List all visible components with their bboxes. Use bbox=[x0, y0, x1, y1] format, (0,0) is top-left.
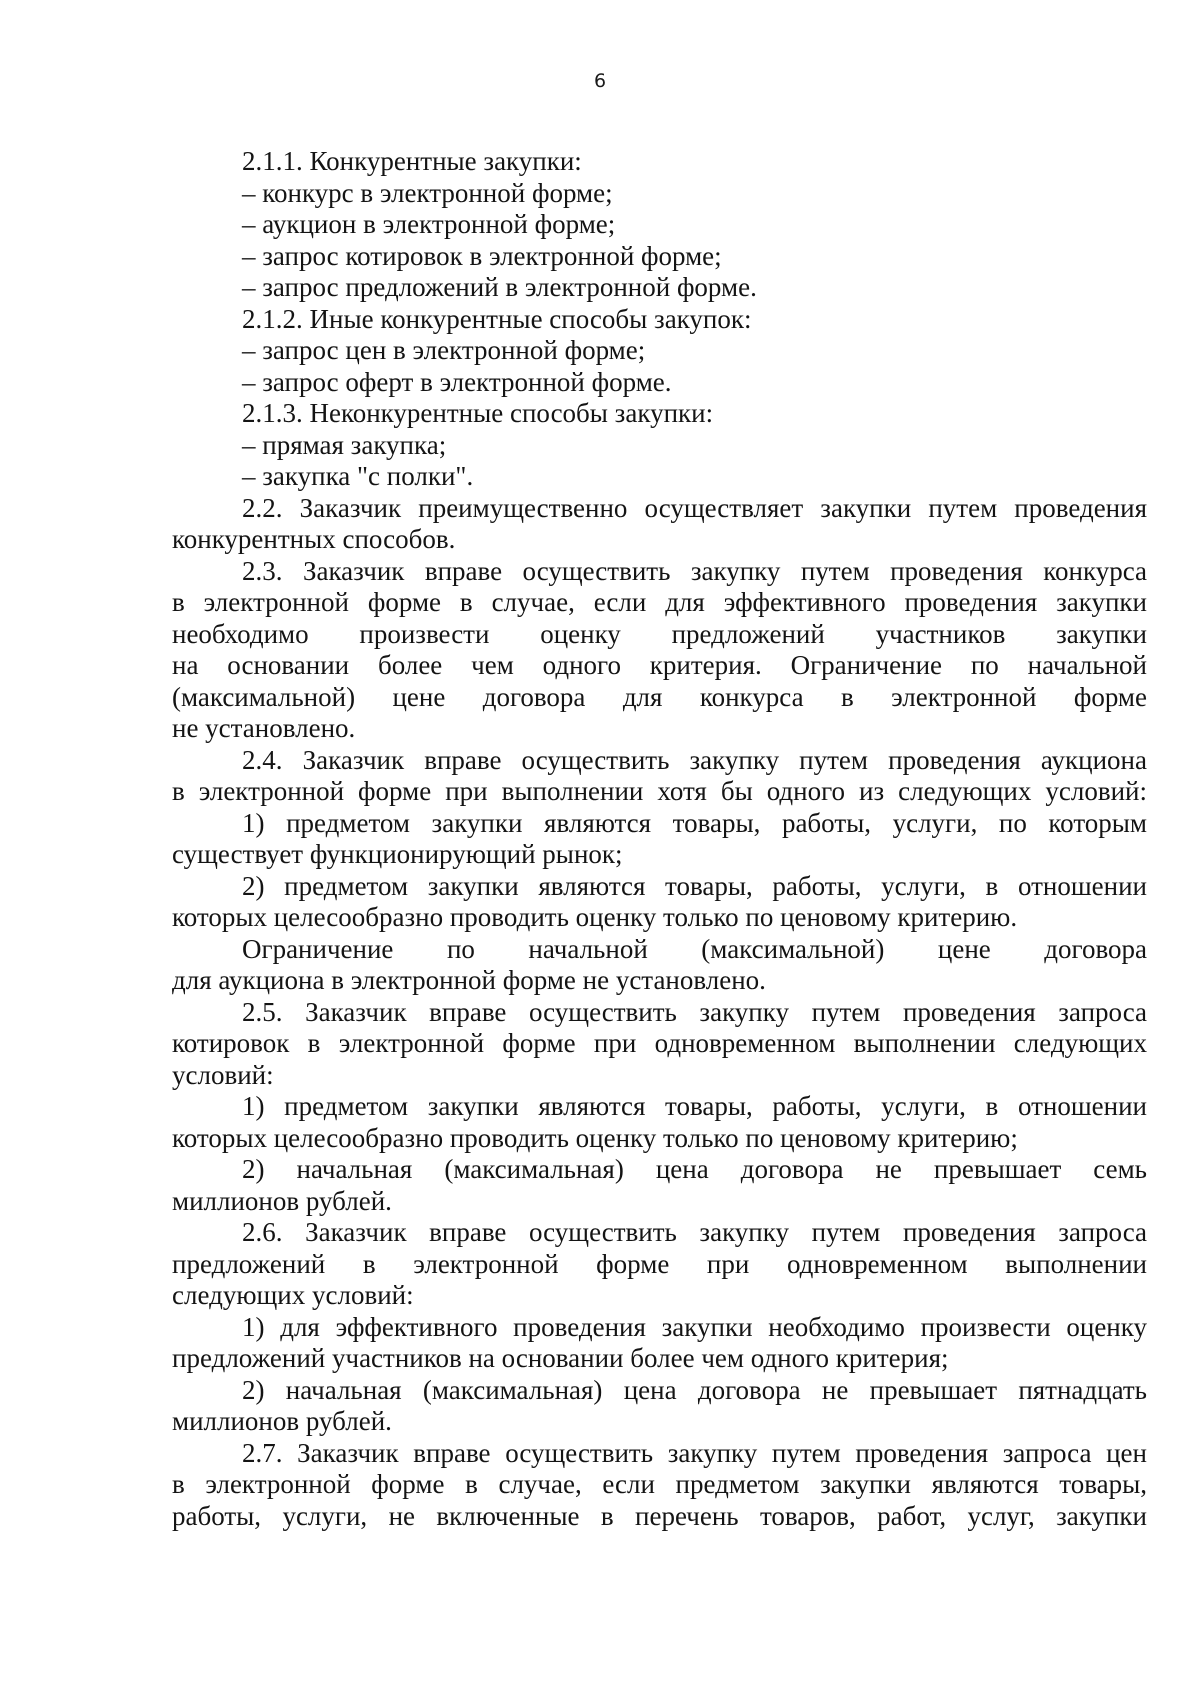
text-line: которых целесообразно проводить оценку только по ценовому критерию. bbox=[172, 902, 1018, 932]
text-line: – запрос котировок в электронной форме; bbox=[242, 240, 722, 271]
text-line: – запрос предложений в электронной форме. bbox=[242, 272, 757, 302]
text-line: – конкурс в электронной форме; bbox=[242, 177, 613, 208]
text-line: 2) начальная (максимальная) цена договора не превышает пятнадцать bbox=[242, 1374, 1147, 1405]
text-line: предложений в электронной форме при одновременном выполнении bbox=[172, 1248, 1147, 1279]
text-line: – закупка "с полки". bbox=[242, 461, 474, 491]
text-line: 2.2. Заказчик преимущественно осуществляет закупки путем проведения bbox=[242, 492, 1147, 523]
text-line: 1) для эффективного проведения закупки необходимо произвести оценку bbox=[242, 1311, 1147, 1342]
text-line: (максимальной) цене договора для конкурса в электронной форме bbox=[172, 681, 1147, 712]
text-line: – запрос цен в электронной форме; bbox=[242, 335, 646, 365]
text-line: существует функционирующий рынок; bbox=[172, 839, 623, 869]
text-line: – запрос оферт в электронной форме. bbox=[242, 366, 672, 397]
text-line: для аукциона в электронной форме не установлено. bbox=[172, 965, 766, 995]
text-line: необходимо произвести оценку предложений участников закупки bbox=[172, 618, 1147, 649]
text-line: 1) предметом закупки являются товары, работы, услуги, по которым bbox=[242, 807, 1147, 838]
text-line: 2.1.2. Иные конкурентные способы закупок: bbox=[242, 303, 752, 334]
text-line: 2.7. Заказчик вправе осуществить закупку путем проведения запроса цен bbox=[242, 1437, 1147, 1468]
text-line: предложений участников на основании более чем одного критерия; bbox=[172, 1343, 949, 1373]
text-line: условий: bbox=[172, 1059, 274, 1090]
text-line: миллионов рублей. bbox=[172, 1406, 392, 1436]
text-line: 2) начальная (максимальная) цена договора не превышает семь bbox=[242, 1154, 1147, 1184]
text-line: в электронной форме в случае, если для эффективного проведения закупки bbox=[172, 587, 1147, 617]
text-line: работы, услуги, не включенные в перечень товаров, работ, услуг, закупки bbox=[172, 1500, 1147, 1531]
text-line: котировок в электронной форме при одновременном выполнении следующих bbox=[172, 1028, 1147, 1058]
page-number: 6 bbox=[593, 70, 607, 92]
text-line: – прямая закупка; bbox=[242, 429, 447, 460]
text-line: – аукцион в электронной форме; bbox=[242, 209, 616, 239]
text-line: 2.5. Заказчик вправе осуществить закупку путем проведения запроса bbox=[242, 996, 1147, 1027]
text-line: следующих условий: bbox=[172, 1280, 414, 1310]
text-line: 2) предметом закупки являются товары, работы, услуги, в отношении bbox=[242, 870, 1147, 901]
text-line: 2.6. Заказчик вправе осуществить закупку путем проведения запроса bbox=[242, 1217, 1147, 1247]
text-line: которых целесообразно проводить оценку только по ценовому критерию; bbox=[172, 1122, 1018, 1153]
text-line: миллионов рублей. bbox=[172, 1185, 392, 1216]
text-line: 2.1.1. Конкурентные закупки: bbox=[242, 146, 582, 176]
text-line: на основании более чем одного критерия. Ограничение по начальной bbox=[172, 650, 1147, 680]
text-line: конкурентных способов. bbox=[172, 524, 456, 554]
text-line: в электронной форме в случае, если предметом закупки являются товары, bbox=[172, 1469, 1147, 1499]
text-line: 1) предметом закупки являются товары, работы, услуги, в отношении bbox=[242, 1091, 1147, 1121]
text-line: 2.3. Заказчик вправе осуществить закупку путем проведения конкурса bbox=[242, 555, 1147, 586]
text-line: 2.4. Заказчик вправе осуществить закупку путем проведения аукциона bbox=[242, 744, 1147, 775]
text-line: Ограничение по начальной (максимальной) цене договора bbox=[242, 933, 1147, 964]
text-line: не установлено. bbox=[172, 713, 356, 743]
text-line: 2.1.3. Неконкурентные способы закупки: bbox=[242, 398, 714, 428]
text-line: в электронной форме при выполнении хотя бы одного из следующих условий: bbox=[172, 776, 1147, 806]
document-body bbox=[172, 146, 1147, 1532]
